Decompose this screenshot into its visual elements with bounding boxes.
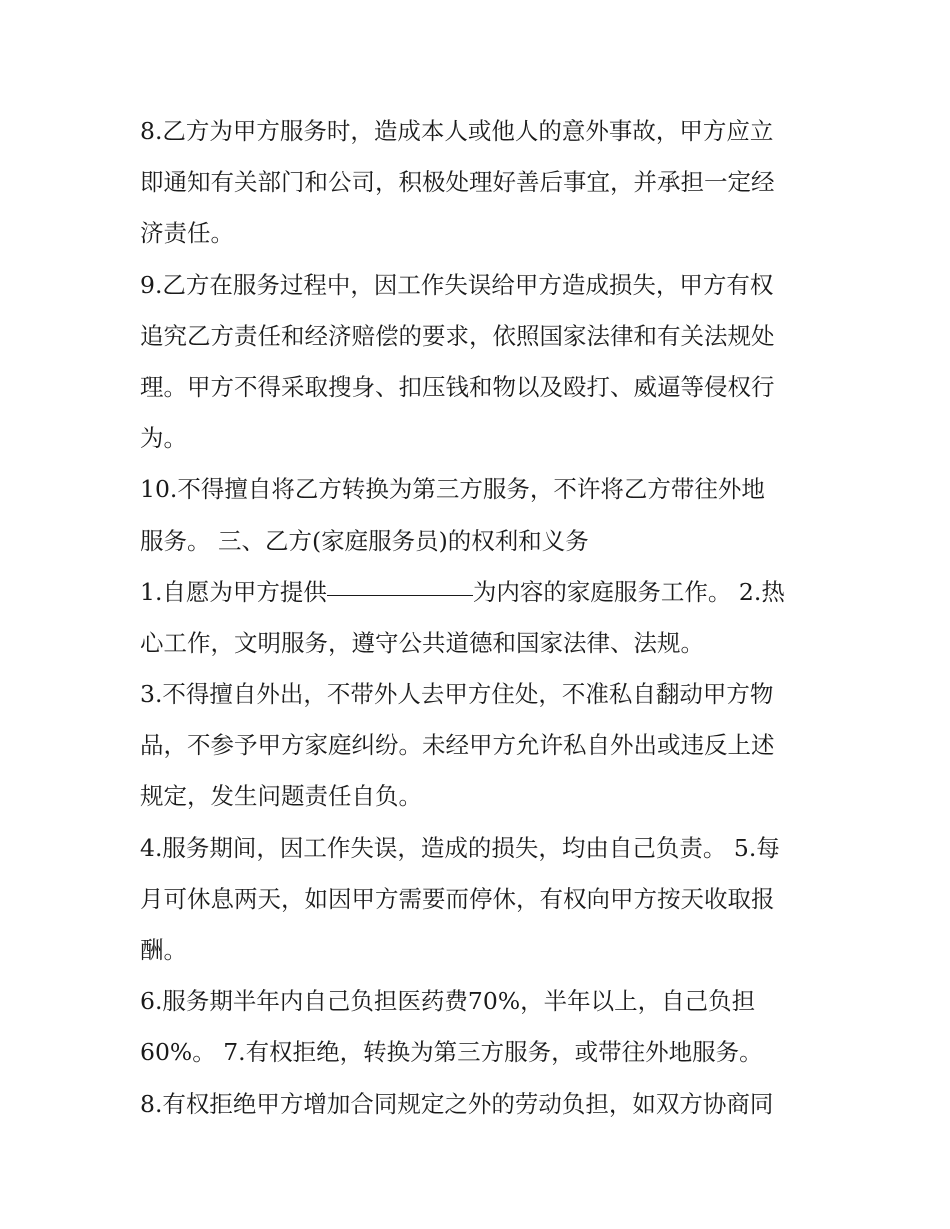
text-line: 济责任。 [140,219,234,248]
text-line: 3.不得擅自外出，不带外人去甲方住处，不准私自翻动甲方物 [140,680,774,709]
text-line: 追究乙方责任和经济赔偿的要求，依照国家法律和有关法规处 [140,321,775,350]
text-line: 规定，发生问题责任自负。 [140,782,422,811]
blank-fill-field [327,594,473,596]
text-line: 为。 [140,424,187,453]
contract-text [140,106,830,1130]
text-line: 10.不得擅自将乙方转换为第三方服务，不许将乙方带往外地 [140,475,765,504]
text-line: 酬。 [140,936,187,964]
text-line: 品，不参予甲方家庭纠纷。未经甲方允许私自外出或违反上述 [140,731,775,760]
text-line: 60%。 7.有权拒绝，转换为第三方服务，或带往外地服务。 [140,1038,763,1067]
fill-in-line [140,567,830,618]
text-line: 4.服务期间，因工作失误，造成的损失，均由自己负责。 5.每 [140,833,780,862]
text-line: 服务。 三、乙方(家庭服务员)的权利和义务 [140,526,589,555]
fill-line-before: 1.自愿为甲方提供 [140,577,327,606]
fill-line-after: 为内容的家庭服务工作。 2.热 [472,577,785,606]
text-line: 理。甲方不得采取搜身、扣压钱和物以及殴打、威逼等侵权行 [140,372,775,401]
text-line: 即通知有关部门和公司，积极处理好善后事宜，并承担一定经 [140,168,775,197]
text-line: 8.乙方为甲方服务时，造成本人或他人的意外事故，甲方应立 [140,117,774,145]
text-line: 8.有权拒绝甲方增加合同规定之外的劳动负担，如双方协商同 [140,1089,774,1118]
text-line: 9.乙方在服务过程中，因工作失误给甲方造成损失，甲方有权 [140,270,774,299]
text-line: 6.服务期半年内自己负担医药费70%，半年以上，自己负担 [140,987,756,1016]
text-line: 月可休息两天，如因甲方需要而停休，有权向甲方按天收取报 [140,884,775,913]
text-line: 心工作，文明服务，遵守公共道德和国家法律、法规。 [140,628,704,657]
